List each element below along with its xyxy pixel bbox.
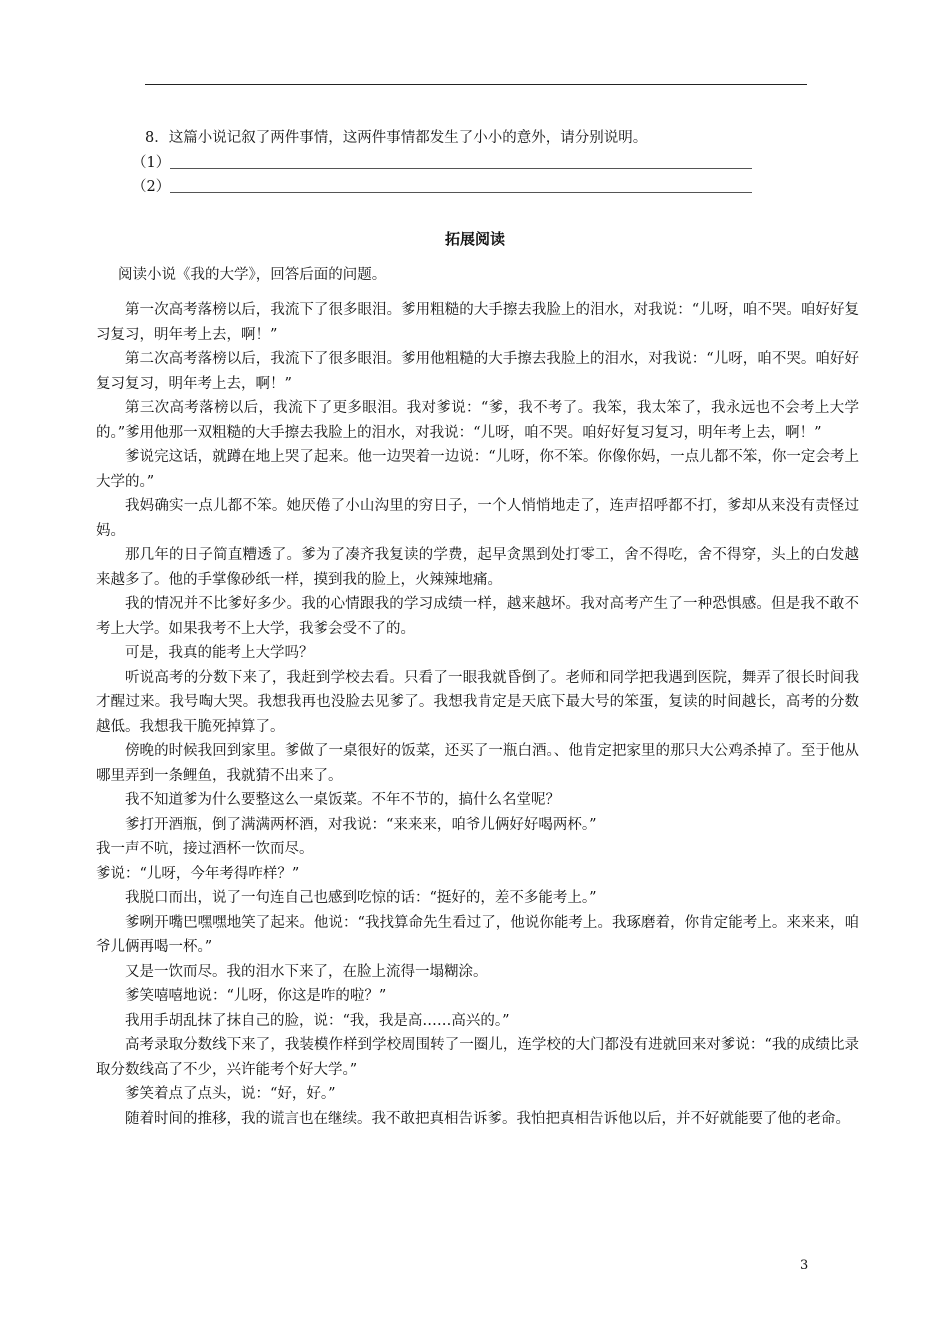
story-paragraph: 爹咧开嘴巴嘿嘿地笑了起来。他说：“我找算命先生看过了，他说你能考上。我琢磨着，你肯定能考上。来来来，咱爷儿俩再喝一杯。” <box>96 914 859 955</box>
story-paragraph: 高考录取分数线下来了，我装模作样到学校周围转了一圈儿，连学校的大门都没有进就回来对爹说：“我的成绩比录取分数线高了不少，兴许能考个好大学。” <box>96 1037 859 1078</box>
story-paragraph: 爹打开酒瓶，倒了满满两杯酒，对我说：“来来来，咱爷儿俩好好喝两杯。” <box>125 816 597 833</box>
answer-line-1[interactable] <box>132 152 752 174</box>
story-paragraph: 我用手胡乱抹了抹自己的脸，说：“我，我是高……高兴的。” <box>125 1012 510 1029</box>
story-paragraph: 随着时间的推移，我的谎言也在继续。我不敢把真相告诉爹。我怕把真相告诉他以后，并不好就能要了他的老命。 <box>125 1110 850 1127</box>
story-paragraph: 爹笑嘻嘻地说：“儿呀，你这是咋的啦？” <box>125 988 387 1004</box>
answer-underline-2 <box>170 192 752 193</box>
story-text <box>96 298 859 1131</box>
story-paragraph: 我妈确实一点儿都不笨。她厌倦了小山沟里的穷日子，一个人悄悄地走了，连声招呼都不打，爹却从来没有责怪过妈。 <box>96 498 859 539</box>
story-paragraph: 我一声不吭，接过酒杯一饮而尽。 <box>96 841 314 857</box>
story-paragraph: 爹说完这话，就蹲在地上哭了起来。他一边哭着一边说：“儿呀，你不笨。你像你妈，一点儿都不笨，你一定会考上大学的。” <box>96 449 859 490</box>
story-paragraph: 我不知道爹为什么要整这么一桌饭菜。不年不节的，搞什么名堂呢？ <box>125 792 560 808</box>
story-paragraph: 可是，我真的能考上大学吗？ <box>125 645 314 661</box>
story-paragraph: 第二次高考落榜以后，我流下了很多眼泪。爹用他粗糙的大手擦去我脸上的泪水，对我说：“儿呀，咱不哭。咱好好复习复习，明年考上去，啊！” <box>96 351 859 392</box>
story-paragraph: 我的情况并不比爹好多少。我的心情跟我的学习成绩一样，越来越坏。我对高考产生了一种恐惧感。但是我不敢不考上大学。如果我考不上大学，我爹会受不了的。 <box>96 596 859 637</box>
page-number: 3 <box>800 1258 809 1273</box>
answer-line-2[interactable] <box>132 176 752 198</box>
top-divider-line <box>145 84 807 85</box>
story-paragraph: 傍晚的时候我回到家里。爹做了一桌很好的饭菜，还买了一瓶白酒。、他肯定把家里的那只大公鸡杀掉了。至于他从哪里弄到一条鲤鱼，我就猜不出来了。 <box>96 743 859 784</box>
story-paragraph: 又是一饮而尽。我的泪水下来了，在脸上流得一塌糊涂。 <box>125 963 488 980</box>
story-paragraph: 我脱口而出，说了一句连自己也感到吃惊的话：“挺好的，差不多能考上。” <box>125 890 597 906</box>
story-paragraph: 听说高考的分数下来了，我赶到学校去看。只看了一眼我就昏倒了。老师和同学把我遇到医院，舞弄了很长时间我才醒过来。我号啕大哭。我想我再也没脸去见爹了。我想我肯定是天底下最大号的笨蛋，复读的时间越长，高考的分数越低。我想我干脆死掉算了。 <box>96 669 859 735</box>
story-paragraph: 那几年的日子简直糟透了。爹为了凑齐我复读的学费，起早贪黑到处打零工，舍不得吃，舍不得穿，头上的白发越来越多了。他的手掌像砂纸一样，摸到我的脸上，火辣辣地痛。 <box>96 547 859 588</box>
question-8: 8．这篇小说记叙了两件事情，这两件事情都发生了小小的意外，请分别说明。 <box>145 130 648 146</box>
reading-instruction: 阅读小说《我的大学》，回答后面的问题。 <box>118 267 387 283</box>
section-title: 拓展阅读 <box>444 230 505 248</box>
story-paragraph: 第一次高考落榜以后，我流下了很多眼泪。爹用粗糙的大手擦去我脸上的泪水，对我说：“儿呀，咱不哭。咱好好复习复习，明年考上去，啊！” <box>96 302 859 343</box>
story-paragraph: 第三次高考落榜以后，我流下了更多眼泪。我对爹说：“爹，我不考了。我笨，我太笨了，我永远也不会考上大学的。”爹用他那一双粗糙的大手擦去我脸上的泪水，对我说：“儿呀，咱不哭。咱好好复习复习，明年考上去，啊！” <box>96 400 859 441</box>
answer-underline-1 <box>170 168 752 169</box>
story-paragraph: 爹笑着点了点头，说：“好，好。” <box>125 1086 336 1102</box>
answer-label-2: （2） <box>132 179 171 195</box>
answer-label-1: （1） <box>132 155 171 171</box>
story-paragraph: 爹说：“儿呀，今年考得咋样？” <box>96 865 300 882</box>
